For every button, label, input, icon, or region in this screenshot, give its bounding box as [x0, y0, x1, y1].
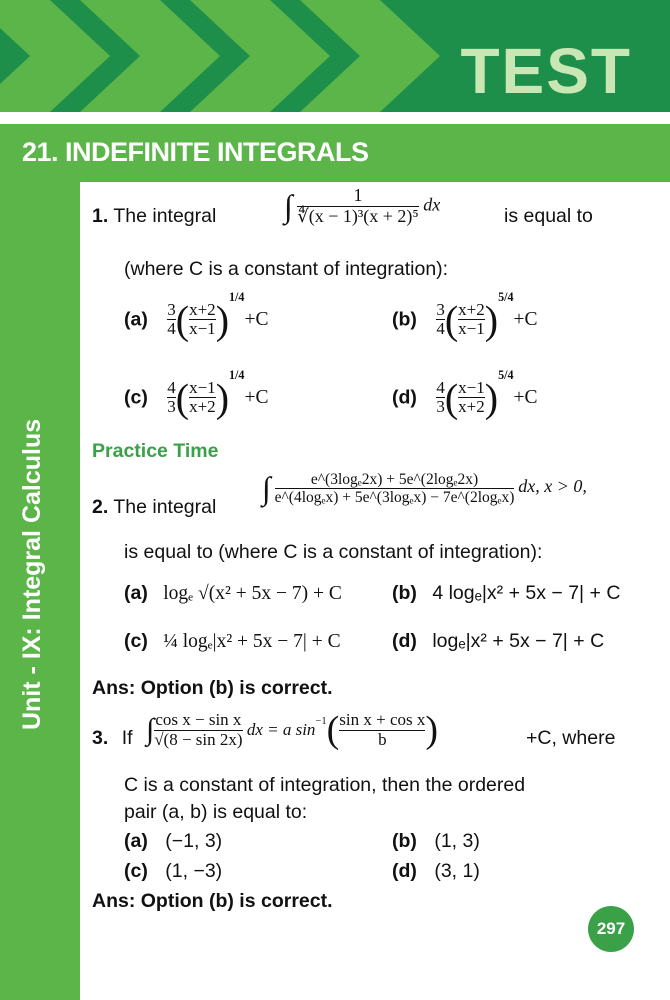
q2-line2: is equal to (where C is a constant of integration): — [124, 541, 543, 563]
question-3-line — [92, 727, 133, 750]
exponent: 5/4 — [498, 368, 514, 382]
q1-option-b — [392, 290, 538, 343]
option-label: (b) — [392, 308, 417, 331]
q1-note: (where C is a constant of integration): — [124, 258, 449, 280]
q2-option-b — [392, 582, 620, 605]
paren: ( — [175, 375, 190, 421]
inner — [458, 379, 485, 417]
q3-line3: pair (a, b) is equal to: — [124, 801, 308, 823]
tail: +C — [513, 308, 538, 330]
chevron-shape — [0, 0, 110, 112]
page-number: 297 — [588, 906, 634, 952]
q3-tail: +C, where — [526, 727, 616, 749]
chapter-title-bar — [0, 124, 670, 182]
q1-option-d — [392, 368, 538, 421]
inner-num: x−1 — [189, 377, 216, 397]
q1-text-after: is equal to — [504, 205, 593, 227]
option-label: (a) — [124, 308, 148, 331]
q3-equation — [146, 708, 438, 752]
q3-rhs-den: b — [339, 730, 425, 750]
tail: +C — [513, 386, 538, 408]
coef-den: 4 — [167, 319, 176, 339]
inner-num: x+2 — [458, 299, 485, 319]
option-text: logₑ|x² + 5x − 7| + C — [432, 630, 605, 652]
option-label: (d) — [392, 386, 417, 409]
q3-rhs-num: sin x + cos x — [339, 709, 426, 729]
q1-fraction — [297, 186, 418, 227]
option-text: (1, 3) — [434, 830, 480, 852]
exponent: 1/4 — [229, 290, 245, 304]
inner-den: x−1 — [458, 319, 485, 339]
coef — [167, 379, 176, 417]
q3-lhs-den: √(8 − sin 2x) — [154, 729, 243, 749]
option-label: (c) — [124, 630, 148, 652]
q3-line2: C is a constant of integration, then the ordered — [124, 774, 526, 796]
q1-denominator: ∜(x − 1)³(x + 2)⁵ — [297, 205, 419, 226]
question-1-line — [92, 205, 216, 228]
inner-den: x+2 — [189, 397, 216, 417]
q3-option-b — [392, 830, 480, 853]
q3-option-d — [392, 860, 480, 883]
q3-option-a — [124, 830, 222, 853]
option-label: (a) — [124, 582, 148, 604]
unit-label: Unit - IX: Integral Calculus — [18, 418, 46, 730]
q3-mid: dx = a sin — [246, 720, 316, 739]
q2-denominator: e^(4logₑx) + 5e^(3logₑx) − 7e^(2logₑx) — [274, 489, 515, 506]
option-text: (−1, 3) — [165, 830, 223, 852]
option-text: ¼ logₑ|x² + 5x − 7| + C — [163, 631, 341, 652]
paren: ) — [425, 709, 439, 751]
tail: +C — [244, 308, 269, 330]
q1-dx: dx — [423, 194, 441, 215]
question-number: 2. — [92, 496, 109, 518]
coef-num: 4 — [167, 377, 176, 397]
coef — [167, 301, 176, 339]
option-label: (b) — [392, 582, 417, 604]
question-text: The integral — [113, 496, 217, 518]
inner-num: x−1 — [458, 377, 485, 397]
option-label: (d) — [392, 630, 417, 652]
q2-tail: dx, x > 0, — [518, 476, 587, 497]
q3-lhs-fraction — [154, 711, 242, 749]
q1-option-a — [124, 290, 268, 343]
inner-den: x−1 — [189, 319, 216, 339]
paren: ) — [215, 297, 230, 343]
inner — [189, 301, 216, 339]
q3-answer: Ans: Option (b) is correct. — [92, 890, 333, 912]
coef-num: 3 — [436, 299, 445, 319]
option-label: (c) — [124, 860, 148, 882]
inner — [189, 379, 216, 417]
option-label: (a) — [124, 830, 148, 852]
chapter-title: 21. INDEFINITE INTEGRALS — [22, 137, 369, 167]
coef-den: 3 — [436, 397, 445, 417]
inverse-exponent: −1 — [315, 715, 327, 727]
option-label: (c) — [124, 386, 148, 409]
inner-num: x+2 — [189, 299, 216, 319]
paren: ) — [484, 297, 499, 343]
paren: ) — [215, 375, 230, 421]
q2-numerator: e^(3logₑ2x) + 5e^(2logₑ2x) — [310, 470, 479, 488]
integral-sign: ∫ — [284, 187, 293, 224]
integral-sign: ∫ — [146, 713, 155, 746]
tail: +C — [244, 386, 269, 408]
q2-fraction — [275, 471, 515, 506]
exponent: 5/4 — [498, 290, 514, 304]
coef-den: 4 — [436, 319, 445, 339]
option-text: 4 logₑ|x² + 5x − 7| + C — [432, 582, 621, 604]
q3-lhs-num: cos x − sin x — [155, 709, 242, 729]
paren: ( — [175, 297, 190, 343]
integral-sign: ∫ — [262, 470, 271, 506]
question-number: 3. — [92, 727, 109, 749]
q3-option-c — [124, 860, 222, 883]
paren: ( — [326, 709, 340, 751]
q2-option-c — [124, 630, 341, 653]
inner-den: x+2 — [458, 397, 485, 417]
question-number: 1. — [92, 205, 109, 227]
coef — [436, 301, 445, 339]
q1-option-c — [124, 368, 268, 421]
q2-integral — [262, 470, 587, 507]
exponent: 1/4 — [229, 368, 245, 382]
option-text: (3, 1) — [434, 860, 480, 882]
q2-option-a — [124, 582, 342, 605]
paren: ( — [444, 297, 459, 343]
paren: ) — [484, 375, 499, 421]
header-banner — [0, 0, 670, 112]
option-label: (d) — [392, 860, 417, 882]
q1-numerator: 1 — [353, 185, 363, 205]
test-heading: TEST — [460, 35, 632, 107]
question-text: If — [121, 727, 133, 749]
option-text: (1, −3) — [165, 860, 223, 882]
q2-option-d — [392, 630, 604, 653]
option-text: logₑ √(x² + 5x − 7) + C — [163, 583, 342, 604]
inner — [458, 301, 485, 339]
coef — [436, 379, 445, 417]
coef-num: 3 — [167, 299, 176, 319]
question-text: The integral — [113, 205, 217, 227]
coef-den: 3 — [167, 397, 176, 417]
q1-integral — [284, 186, 440, 227]
question-2-line — [92, 496, 216, 519]
q2-answer: Ans: Option (b) is correct. — [92, 677, 333, 699]
q3-rhs-fraction — [339, 711, 425, 749]
coef-num: 4 — [436, 377, 445, 397]
paren: ( — [444, 375, 459, 421]
option-label: (b) — [392, 830, 417, 852]
practice-time-heading: Practice Time — [92, 440, 219, 462]
